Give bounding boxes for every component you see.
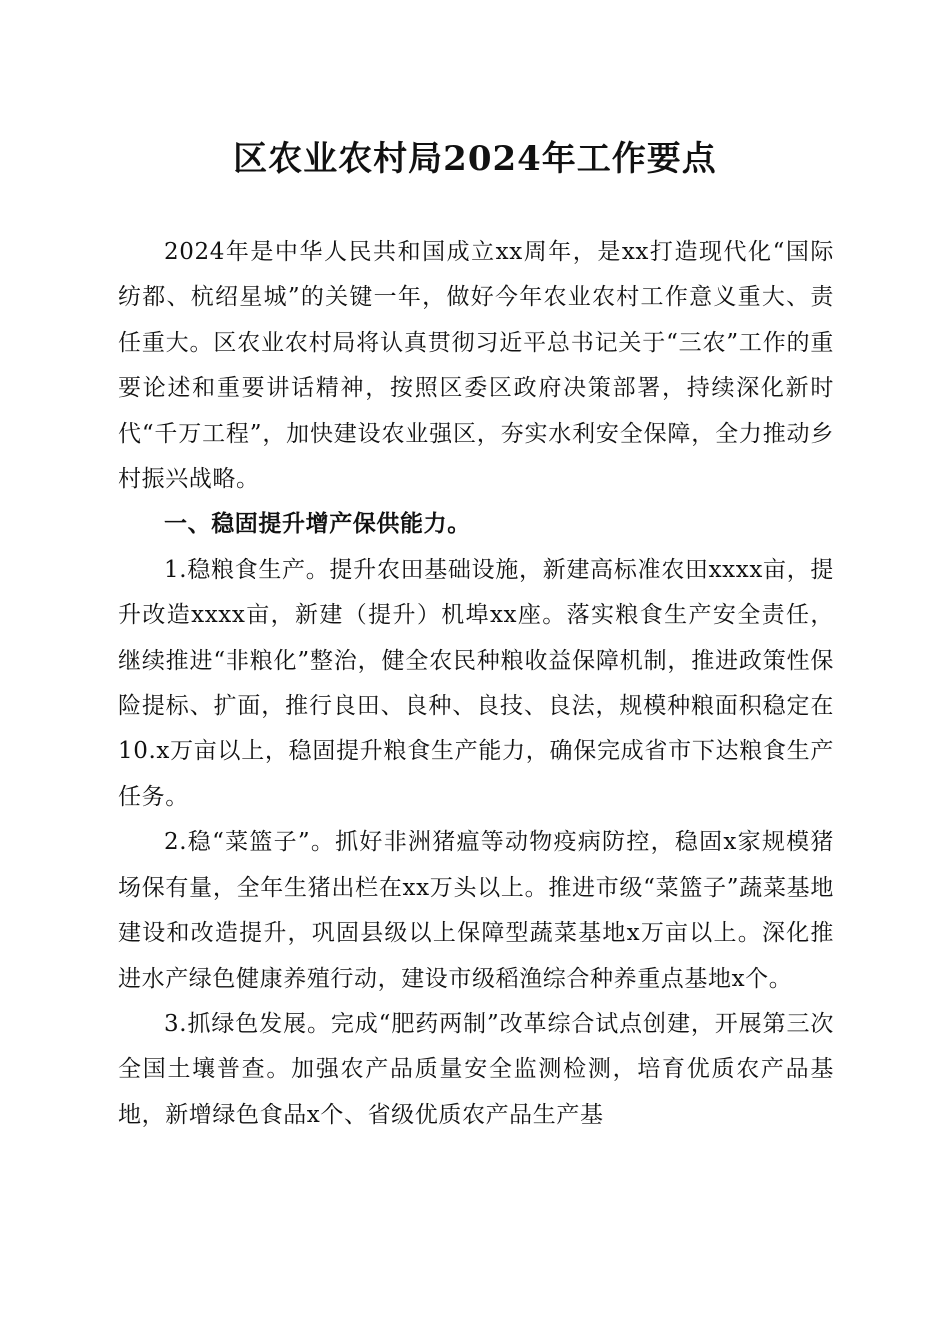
item-paragraph-vegetable-basket: 2.稳“菜篮子”。抓好非洲猪瘟等动物疫病防控，稳固x家规模猪场保有量，全年生猪出栏在xx万头以上。推进市级“菜篮子”蔬菜基地建设和改造提升，巩固县级以上保障型蔬菜基地x万亩以上。深化推进水产绿色健康养殖行动，建设市级稻渔综合种养重点基地x个。 [118, 829, 834, 992]
intro-paragraph: 2024年是中华人民共和国成立xx周年，是xx打造现代化“国际纺都、杭绍星城”的关键一年，做好今年农业农村工作意义重大、责任重大。区农业农村局将认真贯彻习近平总书记关于“三农”工作的重要论述和重要讲话精神，按照区委区政府决策部署，持续深化新时代“千万工程”，加快建设农业强区，夯实水利安全保障，全力推动乡村振兴战略。 [118, 239, 834, 493]
item-paragraph-green-development: 3.抓绿色发展。完成“肥药两制”改革综合试点创建，开展第三次全国土壤普查。加强农产品质量安全监测检测，培育优质农产品基地，新增绿色食品x个、省级优质农产品生产基 [118, 1010, 834, 1128]
item-paragraph-grain: 1.稳粮食生产。提升农田基础设施，新建高标准农田xxxx亩，提升改造xxxx亩，新建（提升）机埠xx座。落实粮食生产安全责任，继续推进“非粮化”整治，健全农民种粮收益保障机制，推进政策性保险提标、扩面，推行良田、良种、良技、良法，规模种粮面积稳定在10.x万亩以上，稳固提升粮食生产能力，确保完成省市下达粮食生产任务。 [118, 556, 834, 810]
section-heading: 一、稳固提升增产保供能力。 [164, 511, 471, 538]
document-title: 区农业农村局2024年工作要点 [233, 139, 717, 179]
document-body [118, 230, 834, 1138]
